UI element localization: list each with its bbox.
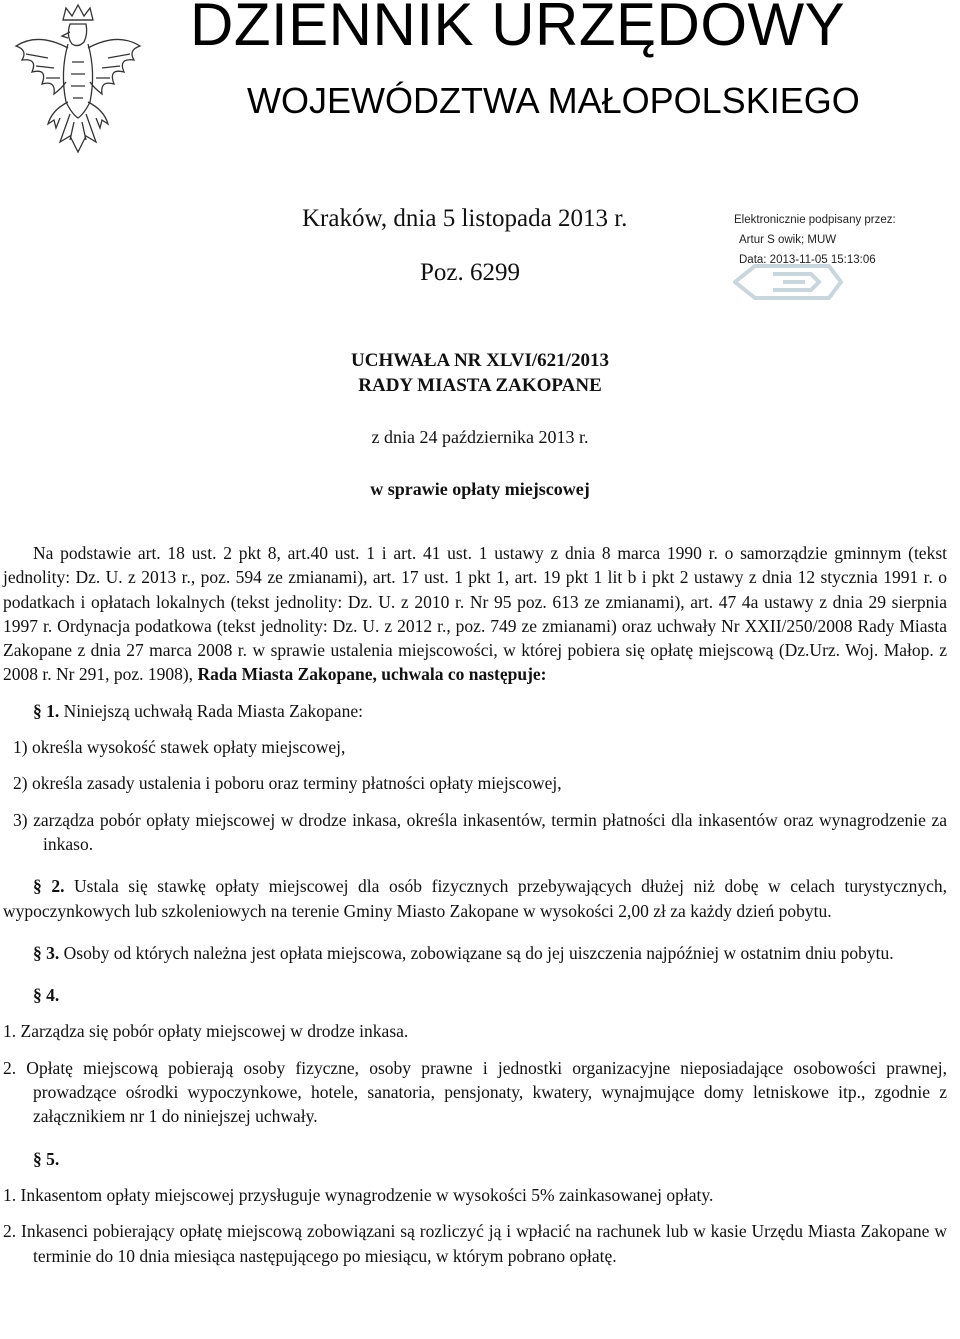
section-4-paragraph: 2. Opłatę miejscową pobierają osoby fizyczne, osoby prawne i jednostki organizacyjne nieposiadające osobowości prawnej, prowadzące ośrodki wypoczynkowe, hotele, sanatoria, pensjonaty, kwatery, wynajmujące domy letniskowe itp., zgodnie z załącznikiem nr 1 do niniejszej uchwały. [3, 1057, 947, 1127]
journal-subtitle: WOJEWÓDZTWA MAŁOPOLSKIEGO [247, 80, 860, 121]
signature-signer: Artur S owik; MUW [739, 234, 837, 246]
resolution-issuer: RADY MIASTA ZAKOPANE [358, 375, 602, 396]
section-5-number: 5. [46, 1148, 60, 1169]
section-symbol: § [33, 985, 42, 1006]
section-symbol: § [33, 1148, 42, 1169]
resolution-subject: w sprawie opłaty miejscowej [370, 479, 590, 499]
section-3-text: Osoby od których należna jest opłata miejscowa, zobowiązane są do jej uiszczenia najpóźniej w ostatnim dniu pobytu. [63, 942, 894, 963]
section-3 [3, 941, 947, 965]
position-number: Poz. 6299 [420, 259, 520, 286]
resolution-body [3, 541, 947, 1268]
section-4-heading [3, 983, 947, 1007]
signature-date: Data: 2013-11-05 15:13:06 [739, 254, 876, 266]
section-symbol: § [33, 700, 42, 721]
resolution-number: UCHWAŁA NR XLVI/621/2013 [351, 350, 609, 371]
electronic-signature-stamp [733, 214, 953, 304]
preamble [3, 541, 947, 687]
section-5-paragraph: 1. Inkasentom opłaty miejscowej przysługuje wynagrodzenie w wysokości 5% zainkasowanej opłaty. [3, 1184, 714, 1205]
publication-place-date: Kraków, dnia 5 listopada 2013 r. [302, 205, 628, 232]
section-3-number: 3. [46, 942, 60, 963]
section-2-number: 2. [51, 876, 65, 897]
section-2-text: Ustala się stawkę opłaty miejscowej dla osób fizycznych przebywających dłużej niż dobę w celach turystycznych, wypoczynkowych lub szkoleniowych na terenie Gminy Miasto Zakopane w wysokości 2,00 zł za każdy dzień pobytu. [3, 876, 948, 921]
section-symbol: § [33, 942, 42, 963]
section-2 [3, 874, 947, 923]
section-4-paragraph: 1. Zarządza się pobór opłaty miejscowej w drodze inkasa. [3, 1021, 409, 1042]
section-4-number: 4. [46, 985, 60, 1006]
section-5-paragraph: 2. Inkasenci pobierający opłatę miejscową zobowiązani są rozliczyć ją i wpłacić na rachunek lub w kasie Urzędu Miasta Zakopane w terminie do 10 dnia miesiąca następującego po miesiącu, w którym pobrano opłatę. [3, 1221, 947, 1266]
polish-eagle-emblem-icon [8, 2, 148, 157]
section-1 [3, 699, 947, 723]
section-1-intro: Niniejszą uchwałą Rada Miasta Zakopane: [63, 700, 363, 721]
preamble-text: Na podstawie art. 18 ust. 2 pkt 8, art.40 ust. 1 i art. 41 ust. 1 ustawy z dnia 8 marca 1990 r. o samorządzie gminnym (tekst jednolity: Dz. U. z 2013 r., poz. 594 ze zmianami), art. 17 ust. 1 pkt 1, art. 19 pkt 1 lit b i pkt 2 ustawy z dnia 12 stycznia 1991 r. o podatkach i opłatach lokalnych (tekst jednolity: Dz. U. z 2010 r. Nr 95 poz. 613 ze zmianami), art. 47 4a ustawy z dnia 29 sierpnia 1997 r. Ordynacja podatkowa (tekst jednolity: Dz. U. z 2012 r., poz. 749 ze zmianami) oraz uchwały Nr XXII/250/2008 Rady Miasta Zakopane z dnia 27 marca 2008 r. w sprawie ustalenia miejscowości, w której pobiera się opłatę miejscową (Dz.Urz. Woj. Małop. z 2008 r. Nr 291, poz. 1908), [3, 543, 947, 685]
section-1-number: 1. [46, 700, 60, 721]
section-1-item: 3) zarządza pobór opłaty miejscowej w drodze inkasa, określa inkasentów, termin płatności dla inkasentów oraz wynagrodzenie za inkaso. [13, 809, 947, 854]
section-5-heading [3, 1147, 947, 1171]
signature-stamp-icon [733, 260, 843, 304]
section-1-item: 2) określa zasady ustalenia i poboru oraz terminy płatności opłaty miejscowej, [13, 773, 562, 794]
journal-title: DZIENNIK URZĘDOWY [190, 0, 846, 58]
signature-label: Elektronicznie podpisany przez: [734, 214, 896, 226]
section-1-item: 1) określa wysokość stawek opłaty miejscowej, [13, 737, 346, 758]
preamble-enactment: Rada Miasta Zakopane, uchwala co następuje: [197, 664, 547, 685]
resolution-date: z dnia 24 października 2013 r. [371, 427, 589, 447]
section-symbol: § [33, 876, 42, 897]
